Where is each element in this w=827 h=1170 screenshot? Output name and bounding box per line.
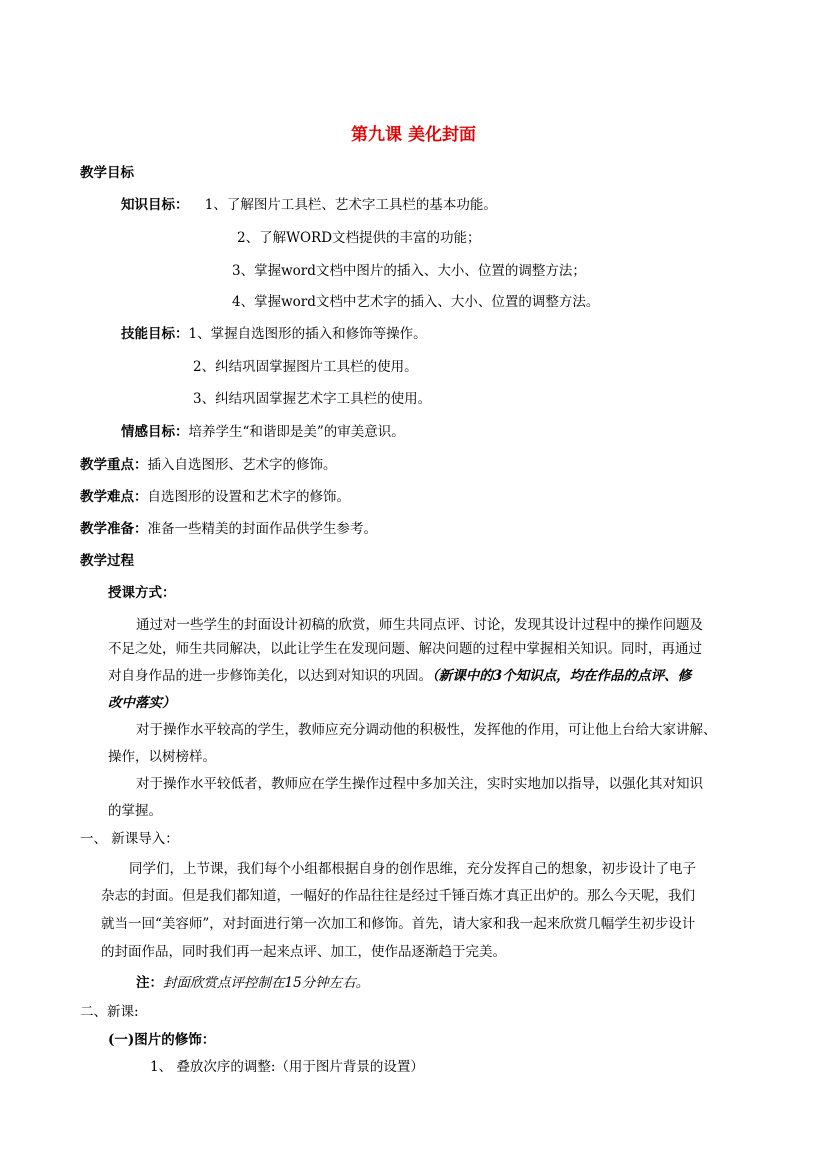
paragraph-line: 杂志的封面。但是我们都知道，一幅好的作品往往是经过千锤百炼才真正出炉的。那么今天呢，我们 (101, 888, 695, 904)
key-point-row (80, 455, 337, 475)
skill-goal-row (121, 324, 427, 344)
knowledge-goal-item: 4、掌握word文档中艺术字的插入、大小、位置的调整方法。 (232, 294, 600, 310)
method-heading: 授课方式： (108, 585, 176, 601)
note-text: 封面欣赏点评控制在15分钟左右。 (163, 975, 370, 991)
paragraph-line: 对于操作水平较低者，教师应在学生操作过程中多加关注，实时实地加以指导，以强化其对知识 (136, 776, 703, 792)
paragraph-line: 同学们，上节课，我们每个小组都根据自身的创作思维，充分发挥自己的想象，初步设计了电子 (129, 861, 696, 877)
skill-goal-item: 2、纠结巩固掌握图片工具栏的使用。 (193, 359, 418, 375)
process-heading: 教学过程 (80, 553, 134, 569)
knowledge-goal-label: 知识目标： (121, 197, 189, 213)
image-section-heading: (一)图片的修饰： (108, 1032, 216, 1048)
image-section-item: 1、 叠放次序的调整:（用于图片背景的设置） (150, 1059, 424, 1075)
difficulty-row (80, 487, 350, 507)
paragraph-line (108, 666, 691, 686)
note-row (136, 973, 369, 993)
key-point-label: 教学重点： (80, 457, 148, 473)
knowledge-goal-row (121, 195, 497, 215)
skill-goal-item: 3、纠结巩固掌握艺术字工具栏的使用。 (193, 391, 432, 407)
emotion-goal-label: 情感目标： (121, 424, 189, 440)
key-point-text: 插入自选图形、艺术字的修饰。 (147, 457, 337, 473)
knowledge-goal-item: 3、掌握word文档中图片的插入、大小、位置的调整方法； (232, 263, 586, 279)
page-title: 第九课 美化封面 (351, 125, 476, 145)
goals-heading: 教学目标 (80, 165, 134, 181)
paragraph-text: 对自身作品的进一步修饰美化，以达到对知识的巩固。 (108, 668, 432, 684)
paragraph-line: 的掌握。 (108, 803, 162, 819)
emotion-goal-row (121, 422, 405, 442)
paragraph-line: 的封面作品，同时我们再一起来点评、加工，使作品逐渐趋于完美。 (101, 944, 506, 960)
difficulty-label: 教学难点： (80, 489, 148, 505)
paragraph-line: 不足之处，师生共同解决，以此让学生在发现问题、解决问题的过程中掌握相关知识。同时，再通过 (108, 641, 702, 657)
paragraph-line: 改中落实） (108, 695, 176, 711)
note-label: 注： (136, 975, 163, 991)
difficulty-text: 自选图形的设置和艺术字的修饰。 (147, 489, 350, 505)
intro-heading: 一、 新课导入： (80, 831, 179, 847)
knowledge-goal-item: 1、了解图片工具栏、艺术字工具栏的基本功能。 (204, 197, 497, 213)
knowledge-goal-item: 2、了解WORD文档提供的丰富的功能； (237, 230, 481, 246)
preparation-row (80, 519, 377, 539)
preparation-label: 教学准备： (80, 521, 148, 537)
emotion-goal-text: 培养学生“和谐即是美”的审美意识。 (188, 424, 405, 440)
paragraph-line: 对于操作水平较高的学生，教师应充分调动他的积极性，发挥他的作用，可让他上台给大家讲解、 (136, 722, 717, 738)
skill-goal-label: 技能目标： (121, 326, 189, 342)
paragraph-note: （新课中的3个知识点，均在作品的点评、修 (432, 668, 692, 684)
skill-goal-item: 1、掌握自选图形的插入和修饰等操作。 (188, 326, 427, 342)
paragraph-line: 通过对一些学生的封面设计初稿的欣赏，师生共同点评、讨论，发现其设计过程中的操作问题及 (136, 617, 703, 633)
paragraph-line: 就当一回“美容师”，对封面进行第一次加工和修饰。首先，请大家和我一起来欣赏几幅学生初步设计 (101, 916, 696, 932)
paragraph-line: 操作，以树榜样。 (108, 749, 216, 765)
new-lesson-heading: 二、新课: (80, 1004, 139, 1020)
preparation-text: 准备一些精美的封面作品供学生参考。 (147, 521, 377, 537)
